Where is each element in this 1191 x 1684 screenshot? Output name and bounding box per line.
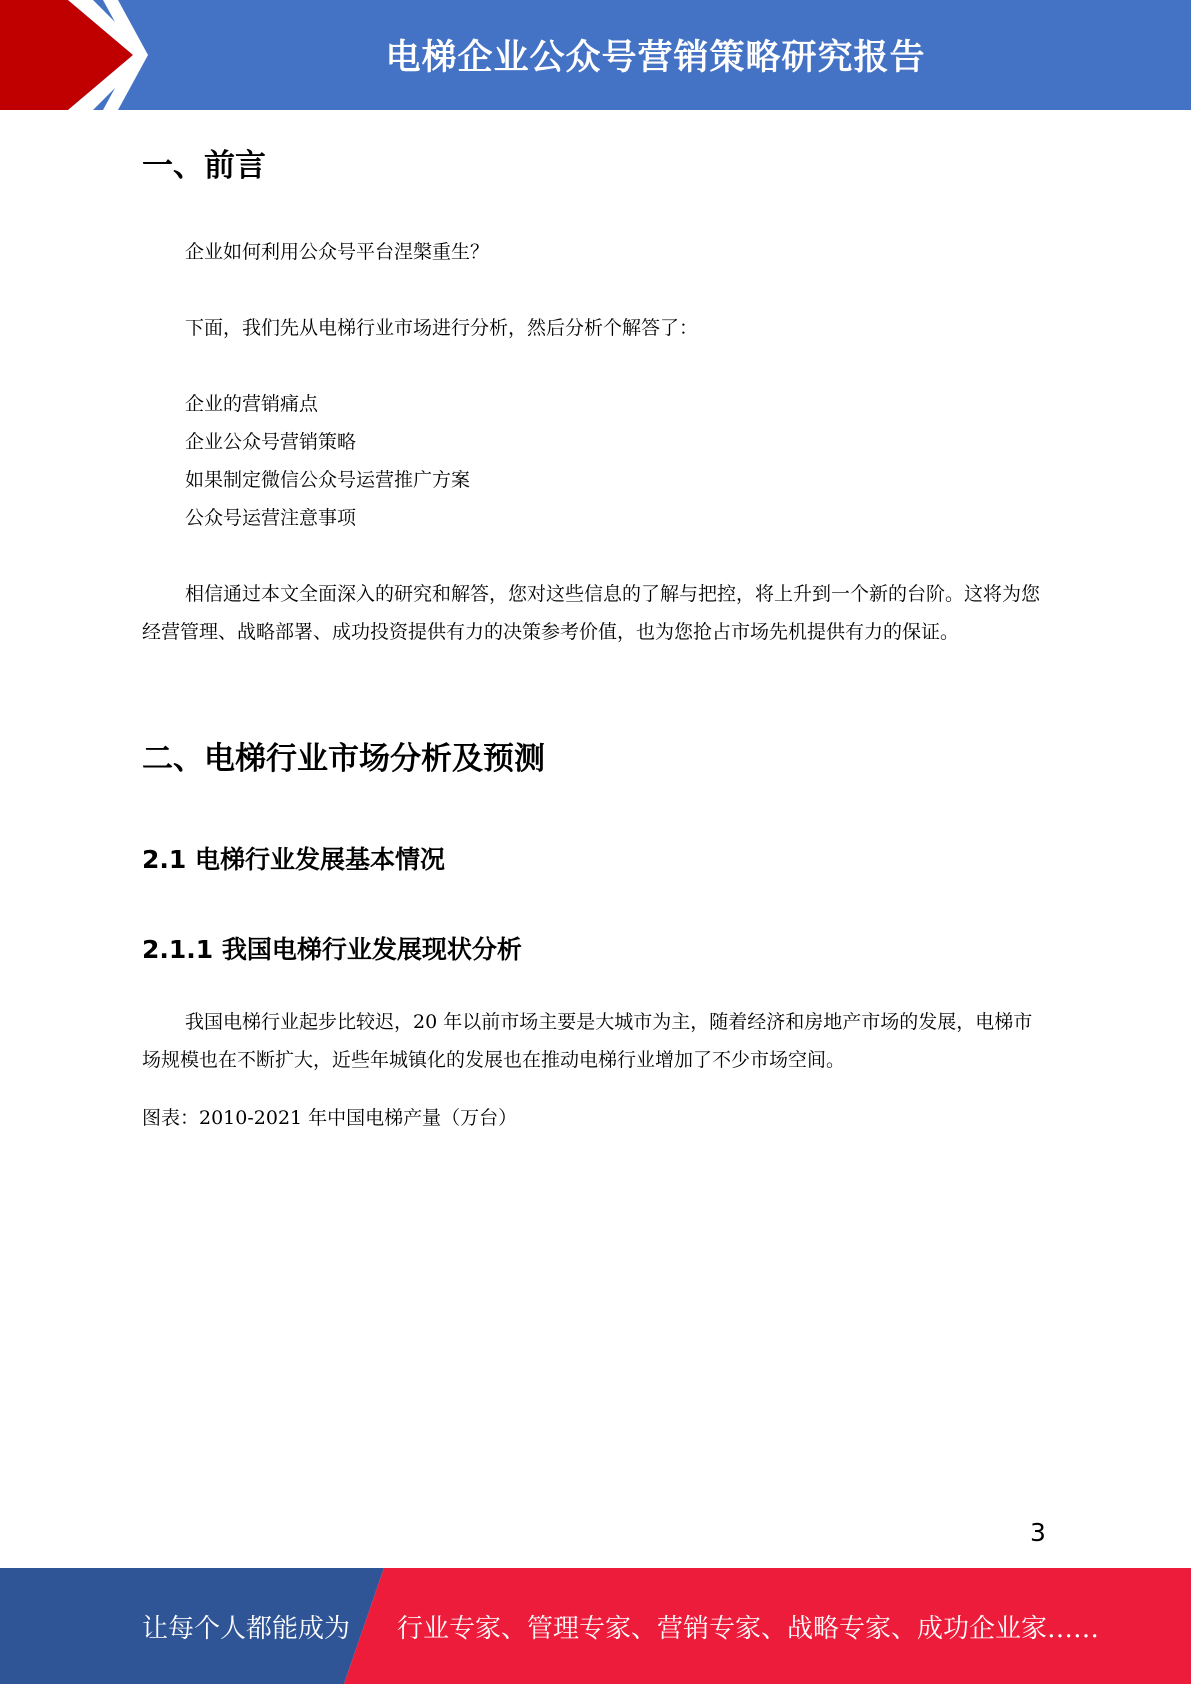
- chart-caption: 图表：2010-2021 年中国电梯产量（万台）: [142, 1107, 518, 1129]
- section-heading-market-analysis: 二、电梯行业市场分析及预测: [142, 741, 545, 777]
- paragraph-intro: 下面，我们先从电梯行业市场进行分析，然后分析个解答了：: [185, 317, 699, 339]
- footer-slogan-left: 让每个人都能成为: [142, 1613, 351, 1644]
- subsection-heading-2-1: 2.1 电梯行业发展基本情况: [142, 845, 445, 874]
- paragraph-question: 企业如何利用公众号平台涅槃重生？: [185, 241, 490, 263]
- page-number: 3: [1030, 1518, 1046, 1547]
- list-item: 企业公众号营销策略: [185, 431, 357, 453]
- report-title: 电梯企业公众号营销策略研究报告: [385, 38, 926, 78]
- footer-banner: [0, 1568, 1191, 1684]
- list-item: 如果制定微信公众号运营推广方案: [185, 469, 471, 491]
- subsection-heading-2-1-1: 2.1.1 我国电梯行业发展现状分析: [142, 935, 522, 964]
- list-item: 公众号运营注意事项: [185, 507, 357, 529]
- paragraph-industry-status: 我国电梯行业起步比较迟，20 年以前市场主要是大城市为主，随着经济和房地产市场的发展，电梯市场规模也在不断扩大，近些年城镇化的发展也在推动电梯行业增加了不少市场空间。: [142, 1011, 1033, 1071]
- footer-slogan-right: 行业专家、管理专家、营销专家、战略专家、成功企业家……: [397, 1613, 1100, 1644]
- list-item: 企业的营销痛点: [185, 393, 319, 415]
- paragraph-summary: 相信通过本文全面深入的研究和解答，您对这些信息的了解与把控，将上升到一个新的台阶。这将为您经营管理、战略部署、成功投资提供有力的决策参考价值，也为您抢占市场先机提供有力的保证。: [142, 583, 1041, 643]
- section-heading-preface: 一、前言: [142, 148, 266, 184]
